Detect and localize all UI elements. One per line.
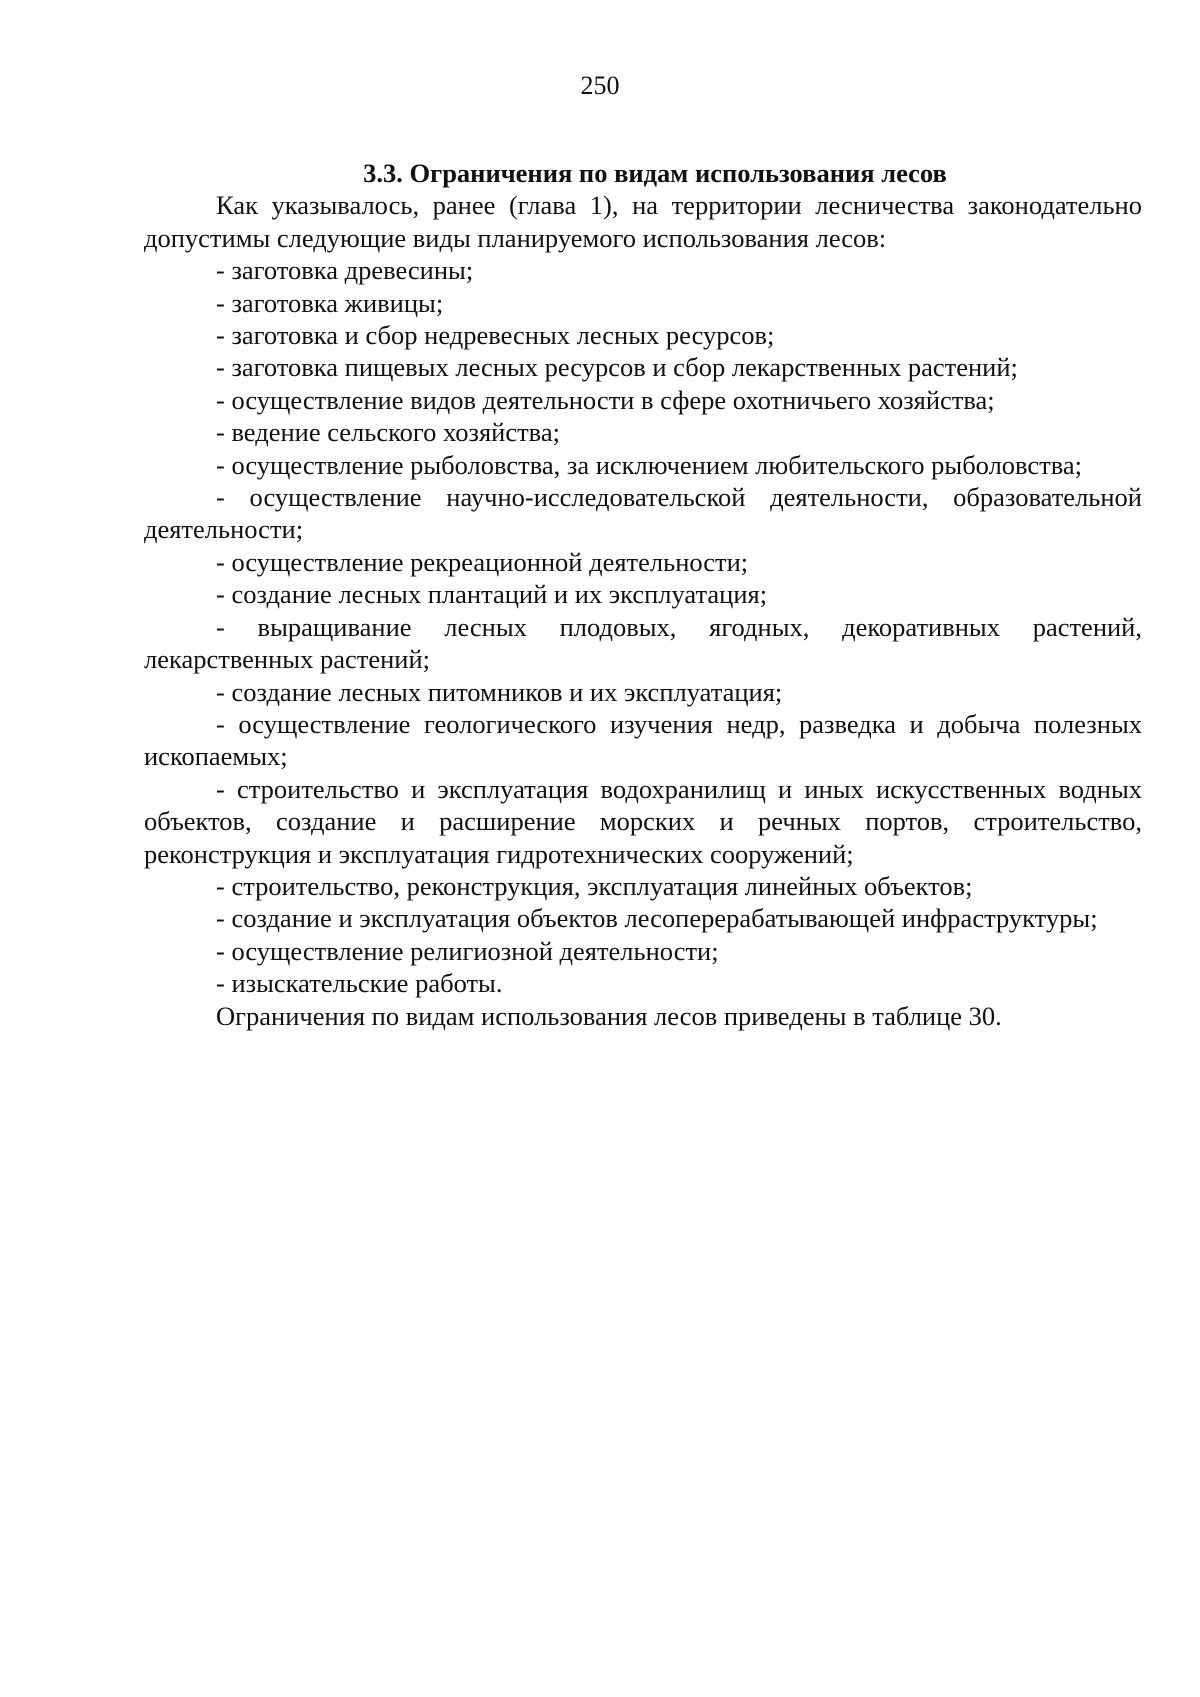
list-item: - заготовка живицы; <box>216 287 444 318</box>
list-item: - создание и эксплуатация объектов лесоперерабатывающей инфраструктуры; <box>216 903 1098 934</box>
list-item: - создание лесных плантаций и их эксплуатация; <box>216 579 768 610</box>
intro-paragraph: Как указывалось, ранее (глава 1), на территории лесничества законодательно допустимы следующие виды планируемого использования лесов: <box>144 190 1142 253</box>
list-item: - осуществление научно-исследовательской деятельности, образовательной деятельности; <box>144 482 1142 545</box>
list-item: - осуществление религиозной деятельности; <box>216 935 719 966</box>
list-item: - ведение сельского хозяйства; <box>216 417 560 448</box>
page-number: 250 <box>580 71 620 100</box>
list-item: - осуществление рекреационной деятельности; <box>216 546 749 577</box>
section-title: 3.3. Ограничения по видам использования лесов <box>363 158 947 188</box>
list-item: - создание лесных питомников и их эксплуатация; <box>216 676 783 707</box>
list-item: - выращивание лесных плодовых, ягодных, декоративных растений, лекарственных растений; <box>144 611 1142 675</box>
list-item: - осуществление геологического изучения недр, разведка и добыча полезных ископаемых; <box>144 708 1142 772</box>
list-item: - строительство и эксплуатация водохранилищ и иных искусственных водных объектов, создание и расширение морских и речных портов, строительство, реконструкция и эксплуатация гидротехнических сооружений; <box>144 773 1142 869</box>
list-item: - осуществление видов деятельности в сфере охотничьего хозяйства; <box>216 384 995 415</box>
list-item: - заготовка древесины; <box>216 255 474 286</box>
list-item: - осуществление рыболовства, за исключением любительского рыболовства; <box>216 449 1083 480</box>
closing-paragraph: Ограничения по видам использования лесов приведены в таблице 30. <box>216 1000 1002 1031</box>
list-item: - заготовка пищевых лесных ресурсов и сбор лекарственных растений; <box>216 352 1018 383</box>
list-item: - строительство, реконструкция, эксплуатация линейных объектов; <box>216 870 973 901</box>
document-body <box>144 157 1142 1032</box>
list-item: - изыскательские работы. <box>216 968 503 999</box>
list-item: - заготовка и сбор недревесных лесных ресурсов; <box>216 320 775 351</box>
